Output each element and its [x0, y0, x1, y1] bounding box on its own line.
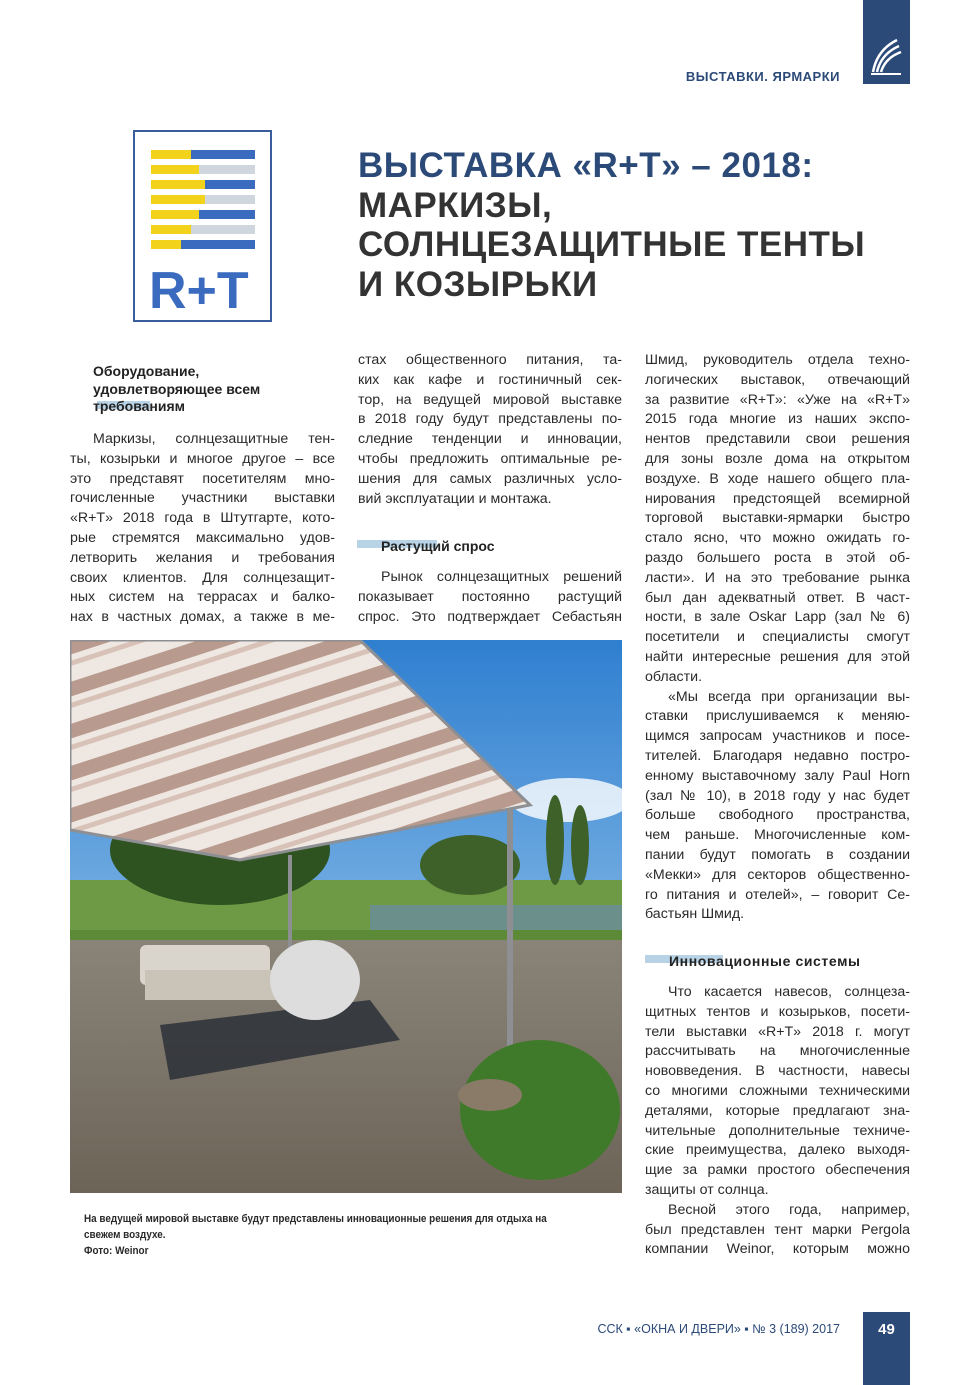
text-line: ские преимущества, далеко выходя-: [645, 1142, 910, 1159]
title-line: МАРКИЗЫ,: [358, 185, 553, 225]
text-line: ности, в зале Oskar Lapp (зал № 6): [645, 609, 910, 626]
photo-caption: [84, 1211, 561, 1259]
text-line: со многими сложными техническими: [645, 1082, 910, 1099]
page-number: 49: [863, 1312, 910, 1385]
text-line: ласти». И на это требование рынка: [645, 569, 910, 586]
title-line: ВЫСТАВКА «R+T» – 2018:: [358, 146, 814, 185]
column-3-text-cont: [645, 983, 910, 1260]
text-line: «Мы всегда при организации вы-: [668, 688, 910, 705]
text-line: Маркизы, солнцезащитные тен-: [93, 431, 335, 447]
text-line: для зоны возле дома на открытом: [645, 450, 910, 467]
subheading-growing-demand: Растущий спрос: [381, 538, 495, 554]
magazine-logo-icon: [869, 36, 903, 76]
text-line: вий эксплуатации и монтажа.: [358, 490, 552, 507]
text-line: рассчитывать на многочисленные: [645, 1043, 910, 1060]
text-line: воздухе. В ходе нашего общего пла-: [645, 470, 910, 487]
text-line: тителей. Благодаря недавно постро-: [645, 747, 910, 764]
text-line: стах общественного питания, та-: [358, 352, 622, 368]
text-line: ты, козырьки и многое другое – все: [70, 450, 335, 467]
text-line: енному выставочному залу Paul Horn: [645, 767, 910, 784]
text-line: щимся запросам участников и посе-: [645, 728, 910, 745]
title-line: СОЛНЦЕЗАЩИТНЫЕ ТЕНТЫ: [358, 225, 866, 264]
text-line: «Мекки» для секторов общественно-: [645, 866, 910, 883]
text-line: гочисленные участники выставки: [70, 490, 335, 507]
header-tab: [863, 0, 910, 84]
text-line: нововведения. В частности, навесы: [645, 1063, 910, 1080]
text-line: 2015 года многие из наших экспо-: [645, 411, 910, 428]
text-line: стало ясно, что можно ожидать го-: [645, 530, 910, 547]
text-line: был дан адекватный ответ. В част-: [645, 589, 910, 606]
text-line: логических выставок, отвечающий: [645, 371, 910, 388]
column-3-text: [645, 351, 910, 925]
text-line: Шмид, руководитель отдела техно-: [645, 352, 910, 368]
text-line: спрос. Это подтверждает Себастьян: [358, 608, 622, 625]
subheading-innovative-systems: Инновационные системы: [669, 953, 861, 969]
text-line: шения для самых различных усло-: [358, 470, 622, 487]
terrace-awning-photo: [70, 640, 622, 1193]
text-line: Что касается навесов, солнцеза-: [668, 984, 910, 1000]
text-line: деталями, которые предлагают зна-: [645, 1102, 910, 1119]
text-line: больше свободного пространства,: [645, 807, 910, 824]
text-line: тор, на ведущей мировой выставке: [358, 391, 622, 408]
text-line: был представлен тент марки Pergola: [645, 1221, 910, 1238]
text-line: компании Weinor, которым можно: [645, 1241, 910, 1258]
text-line: ставки прислушиваемся к меняю-: [645, 708, 910, 725]
title-line: И КОЗЫРЬКИ: [358, 264, 598, 304]
text-line: это представят посетителям мно-: [70, 470, 335, 487]
footer-publication: ССК ▪ «ОКНА И ДВЕРИ» ▪ № 3 (189) 2017: [597, 1322, 840, 1336]
text-line: чтобы предложить оптимальные ре-: [358, 450, 622, 467]
text-line: щие за рамки простого обеспечения: [645, 1162, 910, 1179]
text-line: летворить желания и требования: [70, 549, 335, 566]
photo-credit: Фото: Weinor: [84, 1245, 149, 1257]
text-line: «R+T» 2018 года в Штутгарте, кото-: [70, 510, 335, 527]
text-line: нирования предстоящей всемирной: [645, 490, 910, 507]
text-line: в 2018 году будут представлены по-: [358, 411, 622, 428]
text-line: нентов представили свои решения: [645, 431, 910, 448]
text-line: за развитие «R+T»: «Уже на «R+T»: [645, 391, 910, 408]
caption-text: На ведущей мировой выставке будут представлены инновационные решения для отдыха на свежем воздухе.: [84, 1213, 547, 1241]
text-line: Весной этого года, например,: [668, 1201, 910, 1218]
text-line: щитных тентов и козырьков, посети-: [645, 1003, 910, 1020]
text-line: бастьян Шмид.: [645, 906, 745, 923]
text-line: пании будут помогать в создании: [645, 846, 910, 863]
column-1-text: [70, 430, 335, 628]
text-line: торговой выставки-ярмарки быстро: [645, 510, 910, 527]
text-line: своих клиентов. Для солнцезащит-: [70, 569, 335, 586]
text-line: рые стремятся максимально удов-: [70, 529, 335, 546]
text-line: показывает постоянно растущий: [358, 588, 622, 605]
text-line: защиты от солнца.: [645, 1181, 769, 1198]
column-2-text-cont: [358, 568, 622, 627]
column-2-text: [358, 351, 622, 509]
text-line: области.: [645, 668, 703, 685]
article-title: [358, 146, 865, 304]
text-line: нах в частных домах, а также в ме-: [70, 609, 335, 626]
text-line: го питания и отелей», – говорит Се-: [645, 886, 910, 903]
text-line: чительные дополнительные техниче-: [645, 1122, 910, 1139]
text-line: тели выставки «R+T» 2018 г. могут: [645, 1023, 910, 1040]
text-line: посетители и специалисты смогут: [645, 629, 910, 646]
text-line: чем раньше. Многочисленные ком-: [645, 827, 910, 844]
subheading-equipment: Оборудование, удовлетворяющее всем требованиям: [93, 363, 261, 414]
text-line: найти интересные решения для этой: [645, 648, 910, 665]
rt-logo: [133, 130, 272, 322]
section-label: ВЫСТАВКИ. ЯРМАРКИ: [685, 69, 840, 84]
text-line: ных систем на террасах и балко-: [70, 589, 335, 606]
text-line: раздо большего роста в этой об-: [645, 549, 910, 566]
text-line: следние тенденции и инновации,: [358, 431, 622, 448]
text-line: Рынок солнцезащитных решений: [381, 569, 622, 585]
text-line: (зал № 10), в 2018 году у нас будет: [645, 787, 910, 804]
logo-text: R+T: [149, 262, 249, 320]
text-line: ких как кафе и гостиничный сек-: [358, 371, 622, 388]
